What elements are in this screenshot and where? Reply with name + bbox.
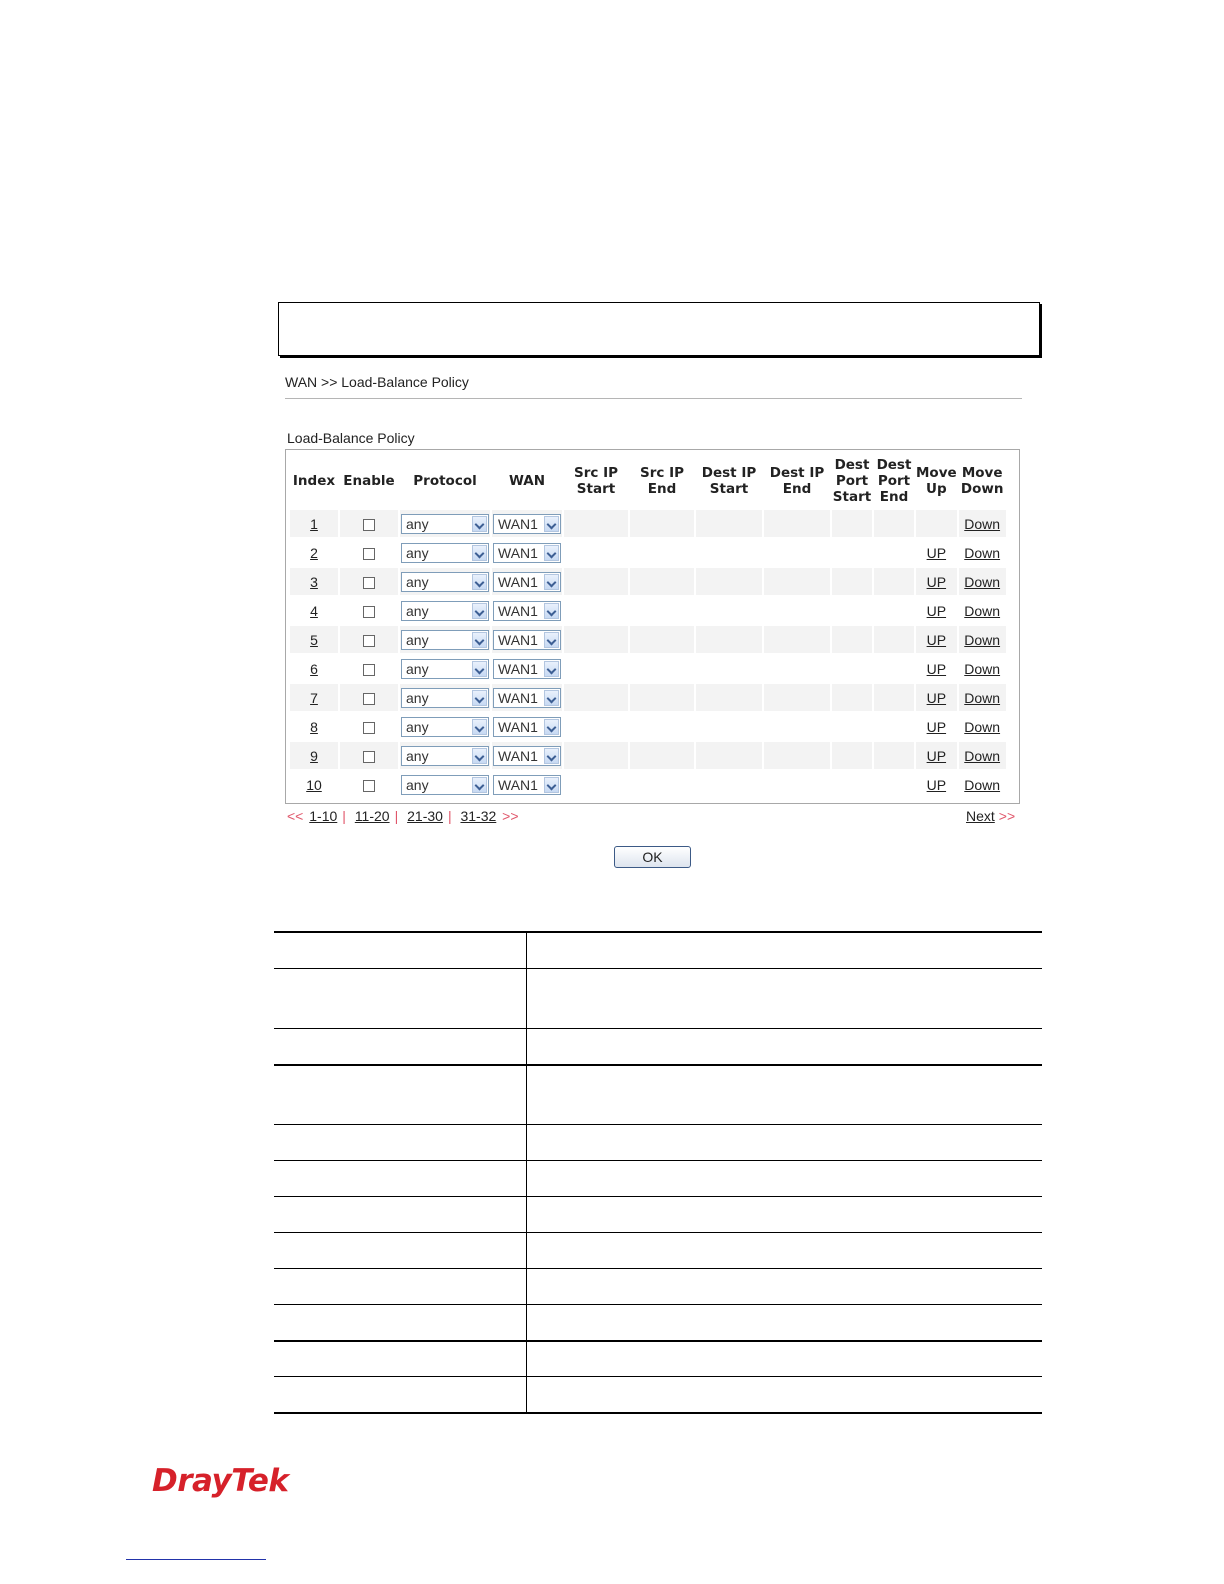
- enable-checkbox[interactable]: [363, 751, 375, 763]
- pager-next: [966, 808, 1015, 824]
- enable-checkbox[interactable]: [363, 548, 375, 560]
- enable-checkbox[interactable]: [363, 664, 375, 676]
- table-row: [290, 539, 1006, 568]
- chevron-down-icon: [472, 516, 487, 532]
- wan-select[interactable]: WAN1: [493, 659, 561, 679]
- move-up-link[interactable]: UP: [926, 718, 947, 735]
- enable-checkbox[interactable]: [363, 722, 375, 734]
- col-src-ip-start: Src IP Start: [573, 465, 618, 497]
- pager-more-arrows: >>: [502, 808, 519, 824]
- move-up-link[interactable]: UP: [926, 689, 947, 706]
- chevron-down-icon: [544, 574, 559, 590]
- chevron-down-icon: [544, 545, 559, 561]
- page-link-1-10[interactable]: 1-10: [309, 808, 338, 824]
- next-page-link[interactable]: Next: [966, 808, 995, 824]
- chevron-down-icon: [544, 603, 559, 619]
- move-up-link[interactable]: UP: [926, 544, 947, 561]
- chevron-down-icon: [472, 661, 487, 677]
- draytek-logo: DrayTek: [152, 1463, 289, 1499]
- ok-button[interactable]: OK: [614, 846, 691, 868]
- col-index: Index: [292, 473, 336, 489]
- table-row: [290, 713, 1006, 742]
- col-move-up: Move Up: [916, 465, 957, 497]
- page-link-31-32[interactable]: 31-32: [460, 808, 497, 824]
- chevron-down-icon: [472, 603, 487, 619]
- chevron-down-icon: [472, 690, 487, 706]
- move-down-link[interactable]: Down: [964, 660, 1001, 677]
- index-link[interactable]: 9: [310, 747, 318, 764]
- chevron-down-icon: [472, 748, 487, 764]
- chevron-down-icon: [472, 777, 487, 793]
- move-down-link[interactable]: Down: [964, 631, 1001, 648]
- table-rule: [274, 1304, 1042, 1305]
- col-dest-ip-start: Dest IP Start: [701, 465, 757, 497]
- wan-select[interactable]: WAN1: [493, 688, 561, 708]
- col-enable: Enable: [343, 473, 395, 489]
- table-rule: [274, 1124, 1042, 1125]
- table-rule: [274, 1160, 1042, 1161]
- move-down-link[interactable]: Down: [964, 689, 1001, 706]
- move-down-link[interactable]: Down: [964, 573, 1001, 590]
- table-row: [290, 510, 1006, 539]
- pagination: [287, 808, 519, 824]
- policy-table-frame: [285, 449, 1020, 804]
- wan-select[interactable]: WAN1: [493, 514, 561, 534]
- table-rule: [274, 931, 1042, 933]
- move-down-link[interactable]: Down: [964, 718, 1001, 735]
- protocol-select[interactable]: any: [401, 717, 489, 737]
- chevron-down-icon: [472, 719, 487, 735]
- col-protocol: Protocol: [413, 473, 477, 489]
- index-link[interactable]: 7: [310, 689, 318, 706]
- table-row: [290, 684, 1006, 713]
- move-down-link[interactable]: Down: [964, 747, 1001, 764]
- move-down-link[interactable]: Down: [964, 515, 1001, 532]
- move-down-link[interactable]: Down: [964, 544, 1001, 561]
- table-row: [290, 626, 1006, 655]
- protocol-select[interactable]: any: [401, 543, 489, 563]
- chevron-down-icon: [544, 632, 559, 648]
- col-wan: WAN: [508, 473, 546, 489]
- chevron-down-icon: [472, 632, 487, 648]
- protocol-select[interactable]: any: [401, 572, 489, 592]
- wan-select[interactable]: WAN1: [493, 746, 561, 766]
- col-dest-ip-end: Dest IP End: [769, 465, 825, 497]
- breadcrumb-divider: [285, 398, 1022, 399]
- index-link[interactable]: 3: [310, 573, 318, 590]
- pager-separator: |: [447, 808, 452, 824]
- policy-header-row: [290, 452, 1006, 510]
- note-box: [278, 302, 1040, 356]
- policy-table: [288, 452, 1008, 800]
- move-up-link[interactable]: UP: [926, 631, 947, 648]
- table-rule: [274, 1340, 1042, 1342]
- table-column-divider: [526, 931, 527, 1414]
- footer-rule: [126, 1559, 266, 1560]
- table-rule: [274, 1232, 1042, 1233]
- protocol-select[interactable]: any: [401, 746, 489, 766]
- protocol-select[interactable]: any: [401, 630, 489, 650]
- table-row: [290, 771, 1006, 800]
- col-dest-port-start: Dest Port Start: [832, 457, 872, 505]
- table-rule: [274, 1064, 1042, 1066]
- table-row: [290, 742, 1006, 771]
- chevron-down-icon: [544, 748, 559, 764]
- index-link[interactable]: 6: [310, 660, 318, 677]
- wan-select[interactable]: WAN1: [493, 572, 561, 592]
- enable-checkbox[interactable]: [363, 635, 375, 647]
- policy-body: [290, 510, 1006, 800]
- chevron-down-icon: [544, 777, 559, 793]
- pager-separator: |: [394, 808, 399, 824]
- description-table: [274, 931, 1042, 1414]
- move-up-link[interactable]: UP: [926, 573, 947, 590]
- protocol-select[interactable]: any: [401, 601, 489, 621]
- table-rule: [274, 968, 1042, 969]
- col-move-down: Move Down: [960, 465, 1004, 497]
- enable-checkbox[interactable]: [363, 606, 375, 618]
- move-up-link[interactable]: UP: [926, 660, 947, 677]
- table-rule: [274, 1028, 1042, 1029]
- table-rule: [274, 1412, 1042, 1414]
- protocol-select[interactable]: any: [401, 514, 489, 534]
- index-link[interactable]: 2: [310, 544, 318, 561]
- wan-select[interactable]: WAN1: [493, 775, 561, 795]
- move-up-link[interactable]: UP: [926, 602, 947, 619]
- index-link[interactable]: 4: [310, 602, 318, 619]
- enable-checkbox[interactable]: [363, 519, 375, 531]
- enable-checkbox[interactable]: [363, 693, 375, 705]
- move-down-link[interactable]: Down: [964, 776, 1001, 793]
- move-down-link[interactable]: Down: [964, 602, 1001, 619]
- breadcrumb: WAN >> Load-Balance Policy: [285, 374, 469, 390]
- enable-checkbox[interactable]: [363, 780, 375, 792]
- table-rule: [274, 1376, 1042, 1377]
- chevron-down-icon: [544, 719, 559, 735]
- enable-checkbox[interactable]: [363, 577, 375, 589]
- index-link[interactable]: 1: [310, 515, 318, 532]
- table-row: [290, 597, 1006, 626]
- section-title: Load-Balance Policy: [287, 430, 415, 446]
- wan-select[interactable]: WAN1: [493, 543, 561, 563]
- wan-select[interactable]: WAN1: [493, 601, 561, 621]
- index-link[interactable]: 8: [310, 718, 318, 735]
- chevron-down-icon: [544, 690, 559, 706]
- protocol-select[interactable]: any: [401, 659, 489, 679]
- protocol-select[interactable]: any: [401, 688, 489, 708]
- col-dest-port-end: Dest Port End: [876, 457, 912, 505]
- table-rule: [274, 1268, 1042, 1269]
- move-up-link[interactable]: UP: [926, 747, 947, 764]
- wan-select[interactable]: WAN1: [493, 630, 561, 650]
- chevron-down-icon: [544, 516, 559, 532]
- index-link[interactable]: 10: [306, 776, 322, 793]
- chevron-down-icon: [544, 661, 559, 677]
- chevron-down-icon: [472, 545, 487, 561]
- table-row: [290, 568, 1006, 597]
- move-up-link[interactable]: UP: [926, 776, 947, 793]
- table-row: [290, 655, 1006, 684]
- page-link-21-30[interactable]: 21-30: [407, 808, 443, 824]
- pager-prev-arrows: <<: [287, 808, 304, 824]
- index-link[interactable]: 5: [310, 631, 318, 648]
- table-rule: [274, 1196, 1042, 1197]
- next-arrows: >>: [998, 808, 1016, 824]
- wan-select[interactable]: WAN1: [493, 717, 561, 737]
- chevron-down-icon: [472, 574, 487, 590]
- pager-separator: |: [342, 808, 346, 824]
- col-src-ip-end: Src IP End: [639, 465, 684, 497]
- page-link-11-20[interactable]: 11-20: [354, 808, 390, 824]
- protocol-select[interactable]: any: [401, 775, 489, 795]
